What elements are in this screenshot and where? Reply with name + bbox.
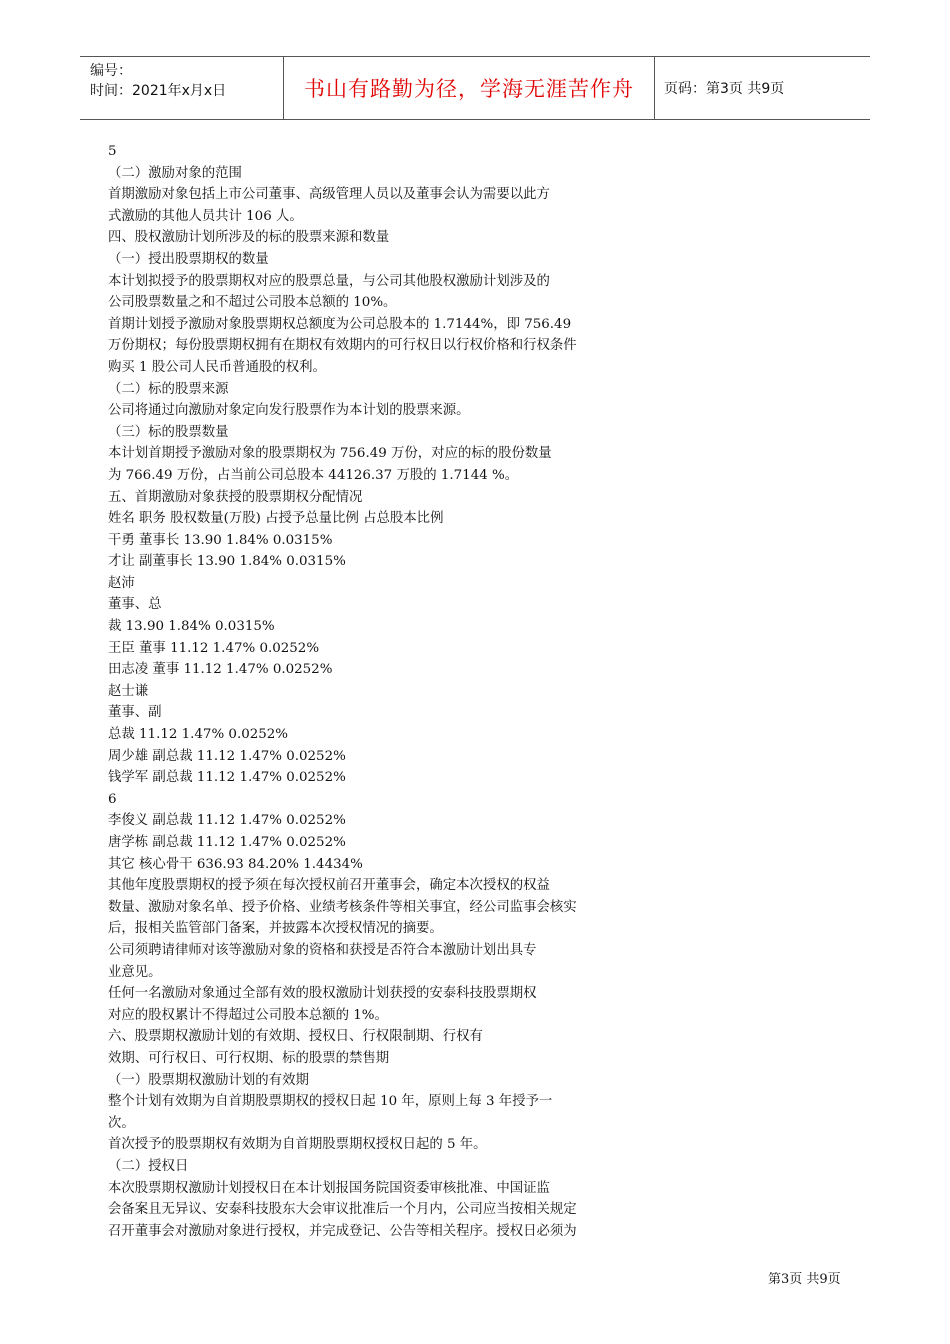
text-line: 首期激励对象包括上市公司董事、高级管理人员以及董事会认为需要以此方 xyxy=(108,187,550,203)
page-header xyxy=(80,56,870,120)
document-body xyxy=(108,141,628,1242)
text-line: （一）授出股票期权的数量 xyxy=(108,251,269,267)
text-line: 任何一名激励对象通过全部有效的股权激励计划获授的安泰科技股票期权 xyxy=(108,986,537,1002)
text-line: 本次股票期权激励计划授权日在本计划报国务院国资委审核批准、中国证监 xyxy=(108,1180,550,1196)
text-line: 总裁 11.12 1.47% 0.0252% xyxy=(108,727,289,743)
text-line: 本计划拟授予的股票期权对应的股票总量，与公司其他股权激励计划涉及的 xyxy=(108,273,550,289)
text-line: 公司须聘请律师对该等激励对象的资格和获授是否符合本激励计划出具专 xyxy=(108,942,537,958)
text-line: 公司股票数量之和不超过公司股本总额的 10%。 xyxy=(108,295,397,311)
text-line: 干勇 董事长 13.90 1.84% 0.0315% xyxy=(108,532,333,548)
text-line: 赵士谦 xyxy=(108,683,149,699)
text-line: （一）股票期权激励计划的有效期 xyxy=(108,1072,309,1088)
header-motto: 书山有路勤为径，学海无涯苦作舟 xyxy=(283,57,655,119)
text-line: 业意见。 xyxy=(108,964,162,980)
text-line: 召开董事会对激励对象进行授权，并完成登记、公告等相关程序。授权日必须为 xyxy=(108,1223,577,1239)
text-line: 效期、可行权日、可行权期、标的股票的禁售期 xyxy=(108,1050,390,1066)
text-line: 裁 13.90 1.84% 0.0315% xyxy=(108,619,275,635)
text-line: 唐学栋 副总裁 11.12 1.47% 0.0252% xyxy=(108,835,346,850)
text-line: 5 xyxy=(108,144,117,159)
text-line: 六、股票期权激励计划的有效期、授权日、行权限制期、行权有 xyxy=(108,1029,483,1045)
text-line: 购买 1 股公司人民币普通股的权利。 xyxy=(108,359,326,375)
page-footer: 第3页 共9页 xyxy=(768,1272,841,1287)
text-line: 为 766.49 万份，占当前公司总股本 44126.37 万股的 1.7144 %。 xyxy=(108,467,519,483)
number-label: 编号： xyxy=(90,63,132,79)
text-line: 其他年度股票期权的授予须在每次授权前召开董事会，确定本次授权的权益 xyxy=(108,878,550,894)
text-line: （二）激励对象的范围 xyxy=(108,165,242,181)
text-line: 次。 xyxy=(108,1115,135,1131)
text-line: 才让 副董事长 13.90 1.84% 0.0315% xyxy=(108,554,346,570)
text-line: 本计划首期授予激励对象的股票期权为 756.49 万份，对应的标的股份数量 xyxy=(108,446,552,462)
text-line: 后，报相关监管部门备案，并披露本次授权情况的摘要。 xyxy=(108,921,443,937)
text-line: 6 xyxy=(108,791,117,807)
text-line: 首期计划授予激励对象股票期权总额度为公司总股本的 1.7144%，即 756.49 xyxy=(108,316,572,332)
text-line: 式激励的其他人员共计 106 人。 xyxy=(108,208,303,224)
text-line: 公司将通过向激励对象定向发行股票作为本计划的股票来源。 xyxy=(108,403,470,419)
text-line: （二）授权日 xyxy=(108,1158,189,1174)
header-meta xyxy=(90,61,226,101)
text-line: 数量、激励对象名单、授予价格、业绩考核条件等相关事宜，经公司监事会核实 xyxy=(108,899,577,915)
text-line: 钱学军 副总裁 11.12 1.47% 0.0252% xyxy=(108,770,346,786)
text-line: 万份期权；每份股票期权拥有在期权有效期内的可行权日以行权价格和行权条件 xyxy=(108,338,577,354)
header-page-info: 页码：第3页 共9页 xyxy=(664,81,785,97)
text-line: （三）标的股票数量 xyxy=(108,424,229,440)
text-line: 其它 核心骨干 636.93 84.20% 1.4434% xyxy=(108,856,363,872)
text-line: 首次授予的股票期权有效期为自首期股票期权授权日起的 5 年。 xyxy=(108,1137,487,1153)
text-line: 整个计划有效期为自首期股票期权的授权日起 10 年，原则上每 3 年授予一 xyxy=(108,1094,553,1110)
text-line: 五、首期激励对象获授的股票期权分配情况 xyxy=(108,489,363,505)
text-line: 姓名 职务 股权数量(万股) 占授予总量比例 占总股本比例 xyxy=(108,511,444,527)
text-line: 王臣 董事 11.12 1.47% 0.0252% xyxy=(108,640,320,656)
text-line: 周少雄 副总裁 11.12 1.47% 0.0252% xyxy=(108,748,346,764)
time-label: 时间：2021年x月x日 xyxy=(90,83,227,99)
text-line: 赵沛 xyxy=(108,575,135,591)
text-line: 李俊义 副总裁 11.12 1.47% 0.0252% xyxy=(108,813,346,829)
text-line: 会备案且无异议、安泰科技股东大会审议批准后一个月内，公司应当按相关规定 xyxy=(108,1202,577,1218)
text-line: 对应的股权累计不得超过公司股本总额的 1%。 xyxy=(108,1007,388,1023)
text-line: 四、股权激励计划所涉及的标的股票来源和数量 xyxy=(108,230,390,246)
text-line: （二）标的股票来源 xyxy=(108,381,229,397)
text-line: 董事、总 xyxy=(108,597,162,613)
text-line: 董事、副 xyxy=(108,705,162,721)
text-line: 田志凌 董事 11.12 1.47% 0.0252% xyxy=(108,662,333,678)
